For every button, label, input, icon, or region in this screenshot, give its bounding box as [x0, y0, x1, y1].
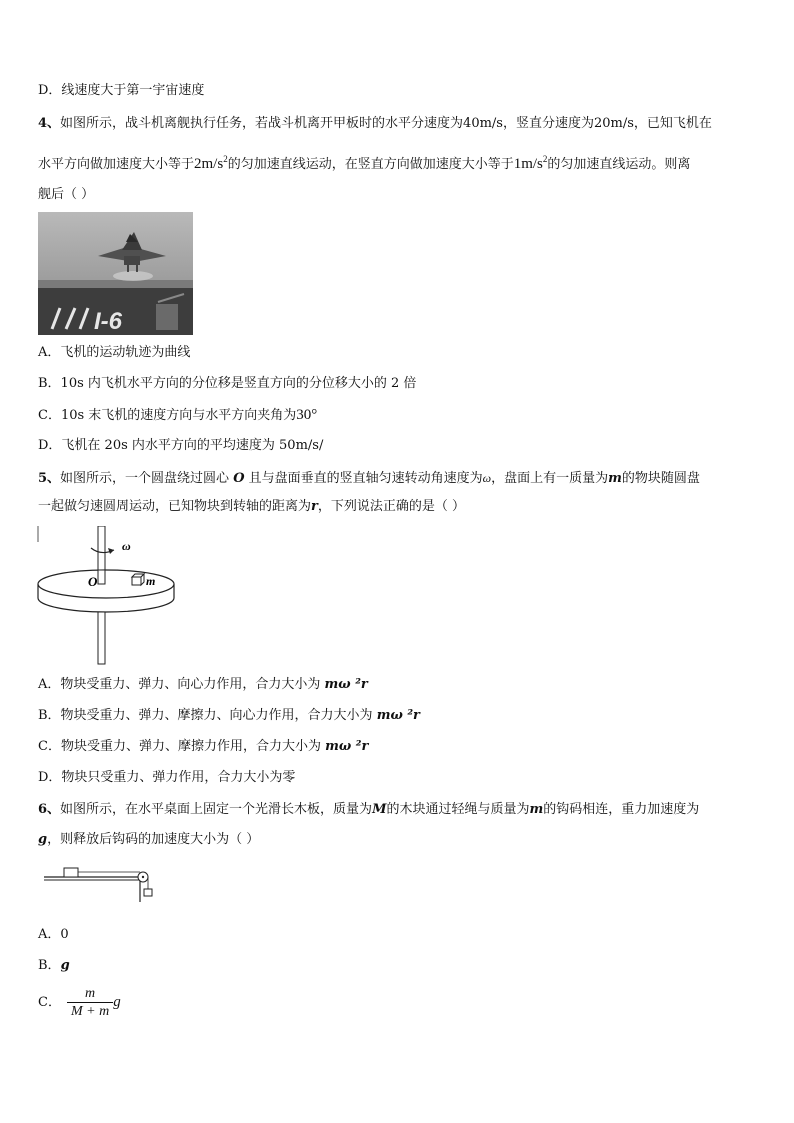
q6-option-a: A．0 — [38, 927, 69, 942]
q4-number: 4、 — [38, 116, 61, 131]
q4-accel-vertical: $1m/s^2$ — [513, 154, 548, 172]
center-o-label: O — [88, 574, 98, 589]
q6-option-b-value: g — [60, 958, 70, 973]
q4-stem-line-2 — [38, 150, 690, 174]
q4-stem-text-2b: 的匀加速直线运动，在竖直方向做加速度大小等于 — [227, 157, 514, 172]
q5-option-a-formula: mω ²r — [324, 677, 368, 692]
q4-stem-line-1 — [38, 115, 712, 133]
deck-number: I-6 — [94, 308, 123, 335]
q5-option-b: B．物块受重力、弹力、摩擦力、向心力作用，合力大小为 mω ²r — [38, 708, 420, 723]
q6-stem-line-2: g，则释放后钩码的加速度大小为（ ） — [38, 832, 260, 847]
block-icon — [64, 868, 78, 877]
q6-option-c-fraction: $\frac{m}{M + m}$ — [67, 985, 113, 1020]
q5-stem-line-2: 一起做匀速圆周运动，已知物块到转轴的距离为r，下列说法正确的是（ ） — [38, 499, 466, 514]
q6-option-c: C． $\frac{m}{M + m}$ g — [38, 986, 121, 1019]
q5-option-b-formula: mω ²r — [376, 708, 420, 723]
q4-option-c — [38, 406, 317, 425]
weight-icon — [144, 889, 152, 896]
q4-stem-text-1: 如图所示，战斗机离舰执行任务，若战斗机离开甲板时的水平分速度为40m/s，竖直分速度为20m/s，已知飞机在 — [60, 116, 712, 131]
q4-option-a: A．飞机的运动轨迹为曲线 — [38, 345, 191, 360]
q4-option-c-angle: 30° — [296, 407, 318, 423]
pulley-board-diagram — [44, 862, 160, 908]
omega-label: ω — [122, 539, 131, 553]
q4-option-b: B．10s 内飞机水平方向的分位移是竖直方向的分位移大小的 2 倍 — [38, 376, 417, 391]
block-icon — [132, 574, 144, 585]
rotating-disk-diagram — [36, 526, 178, 666]
q5-option-c: C．物块受重力、弹力、摩擦力作用，合力大小为 mω ²r — [38, 739, 369, 754]
block-m-label: m — [146, 574, 156, 588]
q4-stem-text-2c: 的匀加速直线运动。则离 — [547, 157, 691, 172]
q4-stem-line-3: 舰后（ ） — [38, 187, 95, 202]
q5-number: 5、 — [38, 471, 61, 486]
q4-option-d: D．飞机在 20s 内水平方向的平均速度为 50m/s/ — [38, 438, 324, 453]
q5-option-c-formula: mω ²r — [325, 739, 369, 754]
q3-option-d: D．线速度大于第一宇宙速度 — [38, 83, 205, 98]
fighter-jet-photo — [38, 212, 193, 335]
q6-option-b: B．g — [38, 958, 70, 973]
q5-stem-line-1: 5、如图所示，一个圆盘绕过圆心 O 且与盘面垂直的竖直轴匀速转动角速度为ω，盘面上有一质量为m的物块随圆盘 — [38, 471, 700, 486]
q6-stem-line-1: 6、如图所示，在水平桌面上固定一个光滑长木板，质量为M的木块通过轻绳与质量为m的钩码相连，重力加速度为 — [38, 802, 700, 817]
q4-accel-horizontal: $2m/s^2$ — [194, 154, 228, 172]
q6-number: 6、 — [38, 802, 61, 817]
q4-stem-text-2a: 水平方向做加速度大小等于 — [38, 157, 195, 172]
q5-option-a: A．物块受重力、弹力、向心力作用，合力大小为 mω ²r — [38, 677, 368, 692]
q4-option-c-text: C．10s 末飞机的速度方向与水平方向夹角为 — [38, 408, 297, 423]
q5-option-d: D．物块只受重力、弹力作用，合力大小为零 — [38, 770, 296, 785]
